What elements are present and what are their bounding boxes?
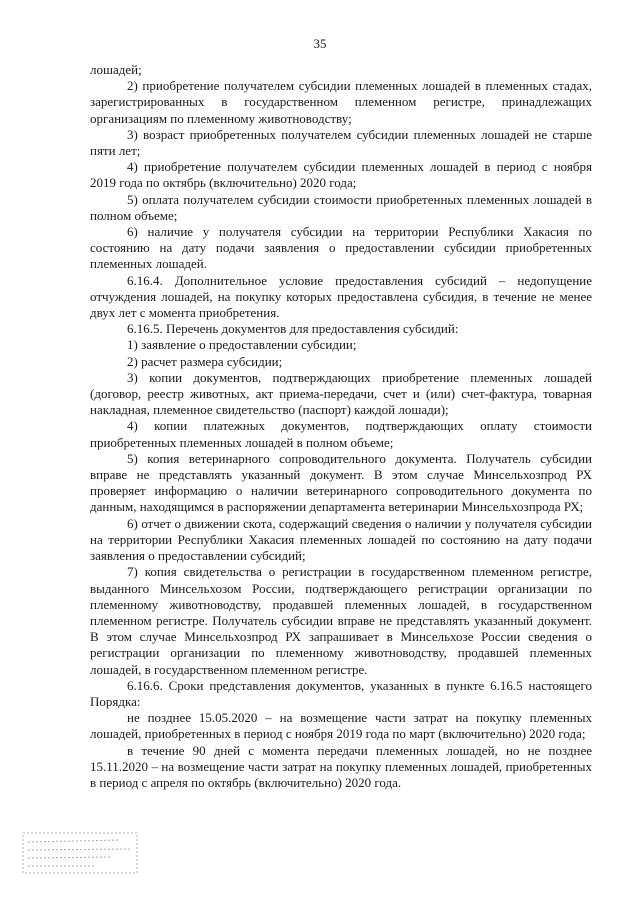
- document-list-item-6: 6) отчет о движении скота, содержащий сведения о наличии у получателя субсидии на территории Республики Хакасия племенных лошадей по состоянию на дату подачи заявления о предоставлении субсидий;: [90, 515, 592, 564]
- document-list-item-7: 7) копия свидетельства о регистрации в государственном племенном регистре, выданного Минсельхозом России, подтверждающего регистрации организации по племенному животноводству, продавшей племенных лошадей, в государственном племенном регистре. Получатель субсидии вправе не представлять указанный документ. В этом случае Минсельхозпрод РХ запрашивает в Минсельхозе России сведения о регистрации организации по племенному животноводству, продавшей племенных лошадей, в государственном племенном регистре.: [90, 564, 592, 677]
- paragraph-item-2: 2) приобретение получателем субсидии племенных лошадей в племенных стадах, зарегистрированных в государственном племенном регистре, принадлежащих организациям по племенному животноводству;: [90, 78, 592, 126]
- page-number: 35: [313, 36, 327, 51]
- paragraph-continuation: лошадей;: [90, 62, 142, 77]
- paragraph-6-16-4: 6.16.4. Дополнительное условие предоставления субсидий – недопущение отчуждения лошадей, на покупку которых предоставлена субсидия, в течение не менее двух лет с момента приобретения.: [90, 272, 592, 321]
- document-list-item-1: 1) заявление о предоставлении субсидии;: [127, 337, 357, 353]
- deadline-item-1: не позднее 15.05.2020 – на возмещение части затрат на покупку племенных лошадей, приобретенных в период с ноября 2019 года по март (включительно) 2020 года;: [90, 710, 592, 742]
- paragraph-6-16-6: 6.16.6. Сроки представления документов, указанных в пункте 6.16.5 настоящего Порядка:: [90, 677, 592, 709]
- stamp-mark: [22, 830, 140, 876]
- paragraph-6-16-5: 6.16.5. Перечень документов для предоставления субсидий:: [127, 321, 459, 337]
- document-list-item-5: 5) копия ветеринарного сопроводительного документа. Получатель субсидии вправе не представлять указанный документ. В этом случае Минсельхозпрод РХ проверяет информацию о наличии ветеринарного сопроводительного документа по данным, находящимся в распоряжении департамента ветеринарии Минсельхозпрода РХ;: [90, 450, 592, 515]
- deadline-item-2: в течение 90 дней с момента передачи племенных лошадей, но не позднее 15.11.2020 – на возмещение части затрат на покупку племенных лошадей, приобретенных в период с апреля по октябрь (включительно) 2020 года.: [90, 742, 592, 790]
- document-list-item-4: 4) копии платежных документов, подтверждающих оплату стоимости приобретенных племенных лошадей в полном объеме;: [90, 418, 592, 450]
- document-body: [90, 62, 592, 791]
- document-list-item-2: 2) расчет размера субсидии;: [127, 353, 283, 369]
- paragraph-item-5: 5) оплата получателем субсидии стоимости приобретенных племенных лошадей в полном объеме;: [90, 191, 592, 223]
- paragraph-item-4: 4) приобретение получателем субсидии племенных лошадей в период с ноября 2019 года по октябрь (включительно) 2020 года;: [90, 159, 592, 191]
- paragraph-item-6: 6) наличие у получателя субсидии на территории Республики Хакасия по состоянию на дату подачи заявления о предоставлении субсидии приобретенных племенных лошадей.: [90, 224, 592, 272]
- paragraph-item-3: 3) возраст приобретенных получателем субсидии племенных лошадей не старше пяти лет;: [90, 126, 592, 159]
- document-list-item-3: 3) копии документов, подтверждающих приобретение племенных лошадей (договор, реестр животных, акт приема-передачи, счет и (или) счет-фактура, товарная накладная, племенное свидетельство (паспорт) каждой лошади);: [90, 369, 592, 418]
